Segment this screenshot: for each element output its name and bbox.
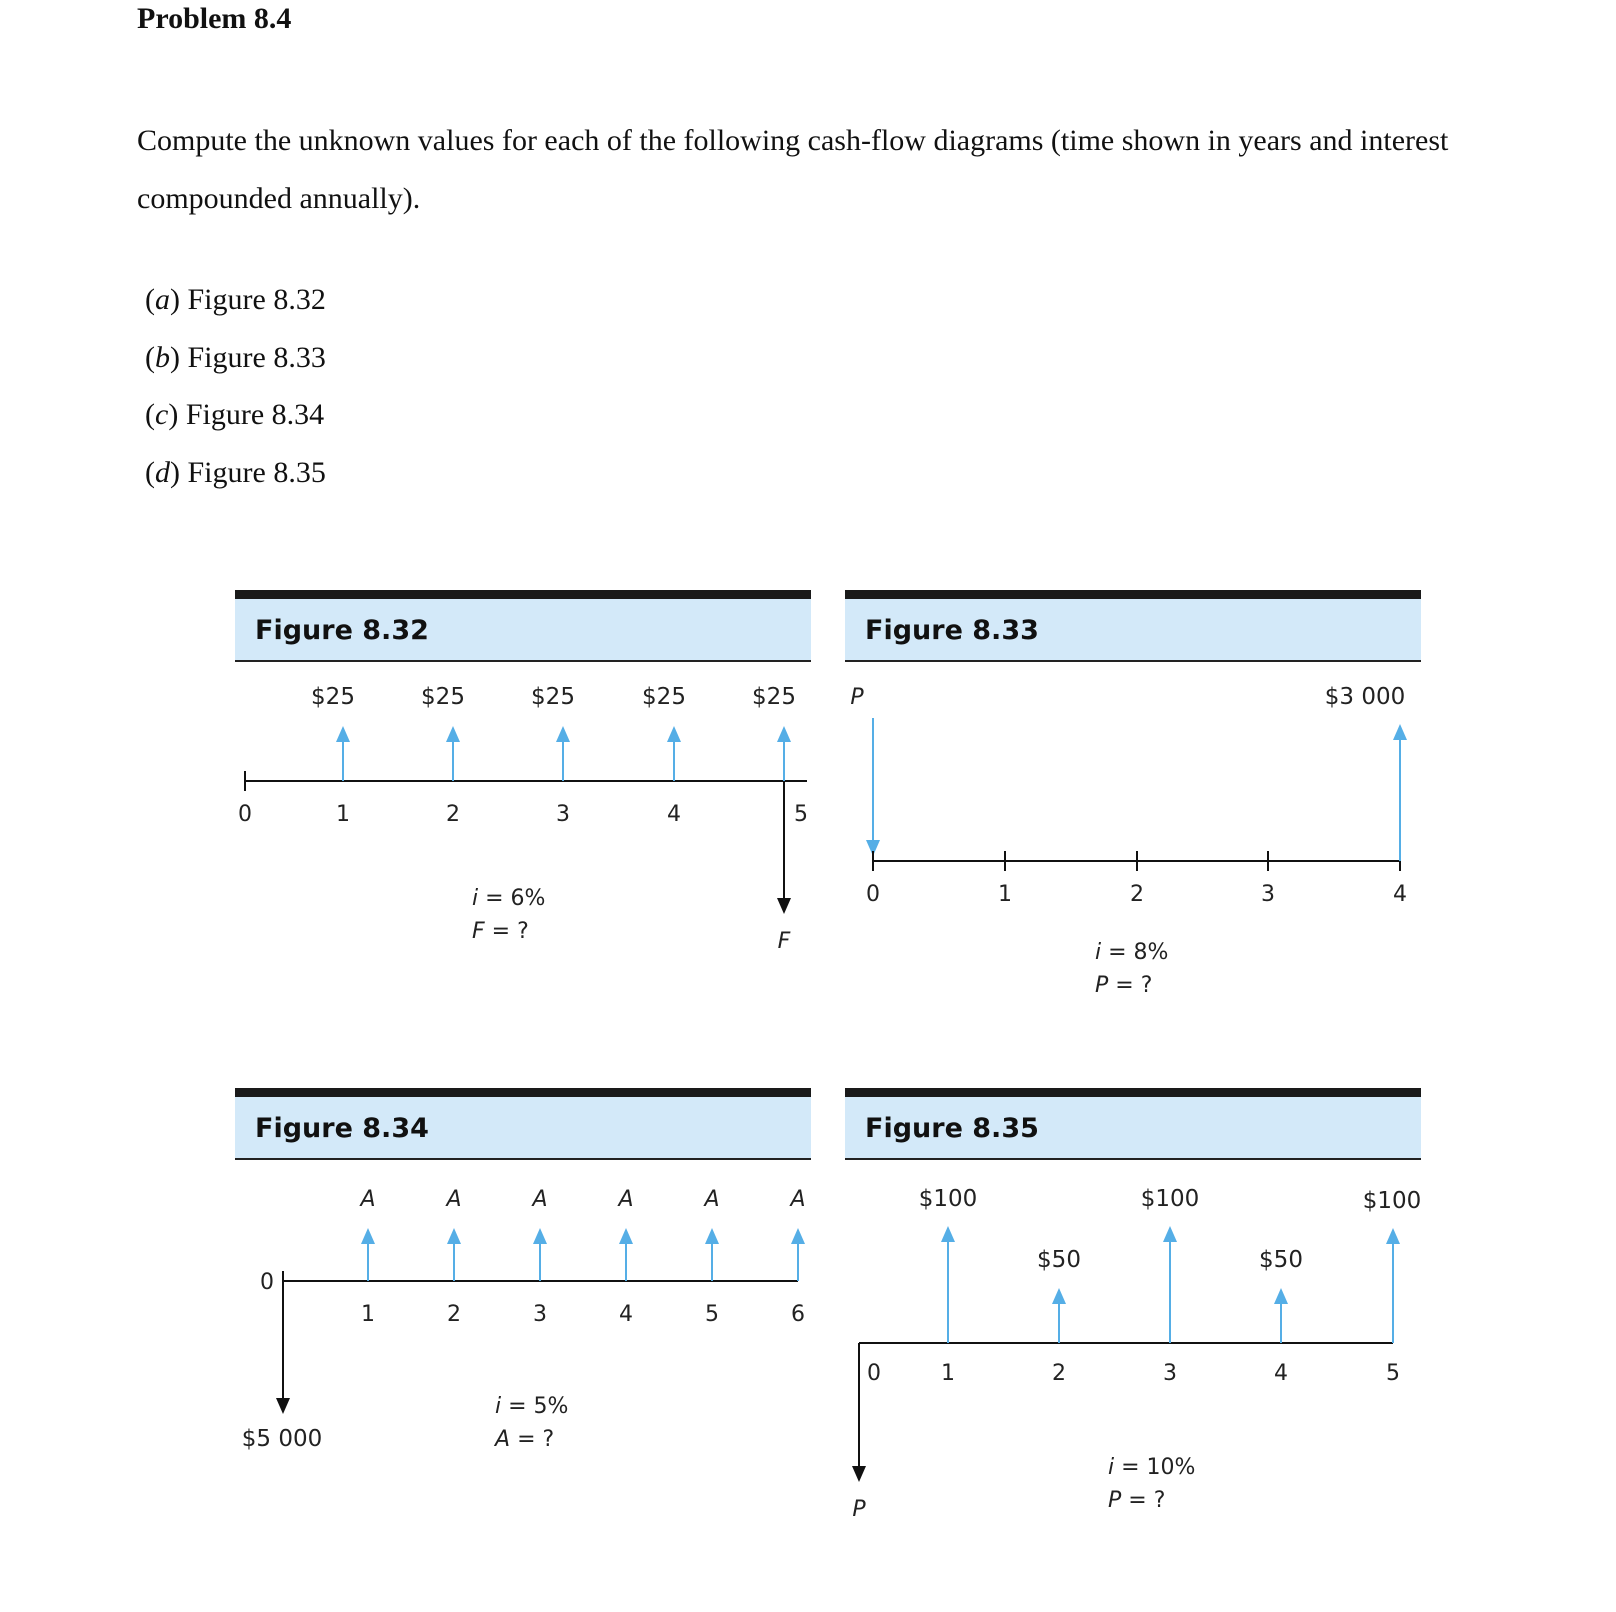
figure-top-bar: [845, 1088, 1421, 1097]
parts-list: [145, 283, 326, 513]
period-label: 1: [336, 802, 350, 827]
unknown-note: P = ?: [1108, 1488, 1166, 1513]
inflow-arrow: [533, 1228, 547, 1281]
inflow-label: A: [532, 1187, 548, 1212]
period-label: 4: [619, 1302, 633, 1327]
inflow-label: A: [446, 1187, 462, 1212]
unknown-note: A = ?: [495, 1427, 555, 1452]
part-letter: a: [155, 283, 170, 316]
part-letter: b: [155, 340, 170, 374]
cash-flow-diagram-8-32: [235, 662, 811, 982]
period-label: 5: [794, 802, 808, 827]
inflow-arrow: [619, 1228, 633, 1281]
figure-8-32: [235, 590, 811, 982]
inflow-label: A: [360, 1187, 376, 1212]
inflow-arrow: [1052, 1288, 1066, 1343]
rate-note: i = 8%: [1095, 940, 1169, 965]
outflow-label: $5 000: [241, 1426, 323, 1452]
inflow-label: A: [790, 1187, 806, 1212]
unknown-note: F = ?: [472, 919, 529, 944]
period-label: 1: [361, 1302, 375, 1327]
figure-top-bar: [235, 1088, 811, 1097]
cash-flow-diagram-8-34: [235, 1160, 811, 1540]
cash-flow-diagram-8-35: [845, 1160, 1421, 1560]
part-label: Figure 8.33: [187, 340, 326, 374]
period-label: 2: [1052, 1361, 1066, 1386]
period-label: 4: [1274, 1361, 1288, 1386]
rate-note: i = 6%: [472, 886, 546, 911]
inflow-arrow: [1386, 1228, 1400, 1343]
period-label: 3: [533, 1302, 547, 1327]
inflow-label: $3 000: [1324, 684, 1406, 710]
figure-title: Figure 8.33: [845, 599, 1421, 662]
period-label: 0: [866, 882, 880, 907]
period-label: 0: [867, 1361, 881, 1386]
period-label: 3: [1163, 1361, 1177, 1386]
inflow-arrow: [791, 1228, 805, 1281]
inflow-label: $100: [1362, 1188, 1422, 1214]
period-label: 3: [556, 802, 570, 827]
period-label: 3: [1261, 882, 1275, 907]
figure-top-bar: [845, 590, 1421, 599]
outflow-label: P: [850, 685, 864, 710]
inflow-label: $25: [311, 684, 355, 710]
outflow-arrow: [866, 718, 880, 856]
period-label: 4: [667, 802, 681, 827]
inflow-arrow: [361, 1228, 375, 1281]
inflow-label: $25: [531, 684, 575, 710]
outflow-label: F: [777, 929, 791, 954]
part-label: Figure 8.32: [187, 283, 326, 316]
inflow-label: $25: [421, 684, 465, 710]
figure-title: Figure 8.35: [845, 1097, 1421, 1160]
period-label: 2: [1130, 882, 1144, 907]
figure-title: Figure 8.32: [235, 599, 811, 662]
figure-8-33: [845, 590, 1421, 998]
period-label: 0: [260, 1270, 274, 1295]
part-item: (c) Figure 8.34: [145, 398, 325, 431]
outflow-label: P: [852, 1497, 866, 1522]
rate-note: i = 5%: [495, 1394, 569, 1419]
part-letter: d: [155, 455, 170, 489]
inflow-arrow: [446, 726, 460, 781]
inflow-arrow: [1163, 1226, 1177, 1343]
period-label: 5: [705, 1302, 719, 1327]
period-label: 5: [1386, 1361, 1400, 1386]
part-label: Figure 8.35: [187, 455, 326, 489]
inflow-label: $25: [752, 684, 796, 710]
period-label: 6: [791, 1302, 805, 1327]
figure-title: Figure 8.34: [235, 1097, 811, 1160]
part-label: Figure 8.34: [185, 398, 325, 431]
outflow-arrow: [276, 1281, 290, 1414]
period-label: 1: [941, 1361, 955, 1386]
part-item: (b) Figure 8.33: [145, 340, 326, 374]
part-letter: c: [155, 398, 169, 431]
period-label: 0: [238, 802, 252, 827]
problem-intro: Compute the unknown values for each of the following cash-flow diagrams (time shown in years and interest compounded annually).: [137, 124, 1449, 215]
figure-8-34: [235, 1088, 811, 1540]
rate-note: i = 10%: [1108, 1455, 1196, 1480]
period-label: 4: [1393, 882, 1407, 907]
inflow-label: $25: [642, 684, 686, 710]
inflow-arrow: [447, 1228, 461, 1281]
problem-title: Problem 8.4: [137, 2, 292, 35]
inflow-arrow: [667, 726, 681, 781]
cash-flow-diagram-8-33: [845, 662, 1421, 998]
inflow-label: $50: [1037, 1247, 1081, 1273]
period-label: 1: [998, 882, 1012, 907]
period-label: 2: [447, 1302, 461, 1327]
inflow-arrow: [1393, 724, 1407, 861]
inflow-arrow: [1274, 1288, 1288, 1343]
inflow-label: A: [704, 1187, 720, 1212]
period-label: 2: [446, 802, 460, 827]
outflow-arrow: [852, 1343, 866, 1482]
figure-top-bar: [235, 590, 811, 599]
part-item: (d) Figure 8.35: [145, 455, 326, 489]
unknown-note: P = ?: [1095, 973, 1153, 998]
inflow-arrow: [556, 726, 570, 781]
inflow-arrow: [777, 726, 791, 781]
inflow-label: $50: [1259, 1247, 1303, 1273]
inflow-arrow: [941, 1226, 955, 1343]
inflow-label: A: [618, 1187, 634, 1212]
part-item: (a) Figure 8.32: [145, 283, 326, 316]
inflow-arrow: [336, 726, 350, 781]
inflow-arrow: [705, 1228, 719, 1281]
outflow-arrow: [777, 781, 791, 914]
inflow-label: $100: [918, 1186, 978, 1212]
figure-8-35: [845, 1088, 1421, 1560]
inflow-label: $100: [1140, 1186, 1200, 1212]
